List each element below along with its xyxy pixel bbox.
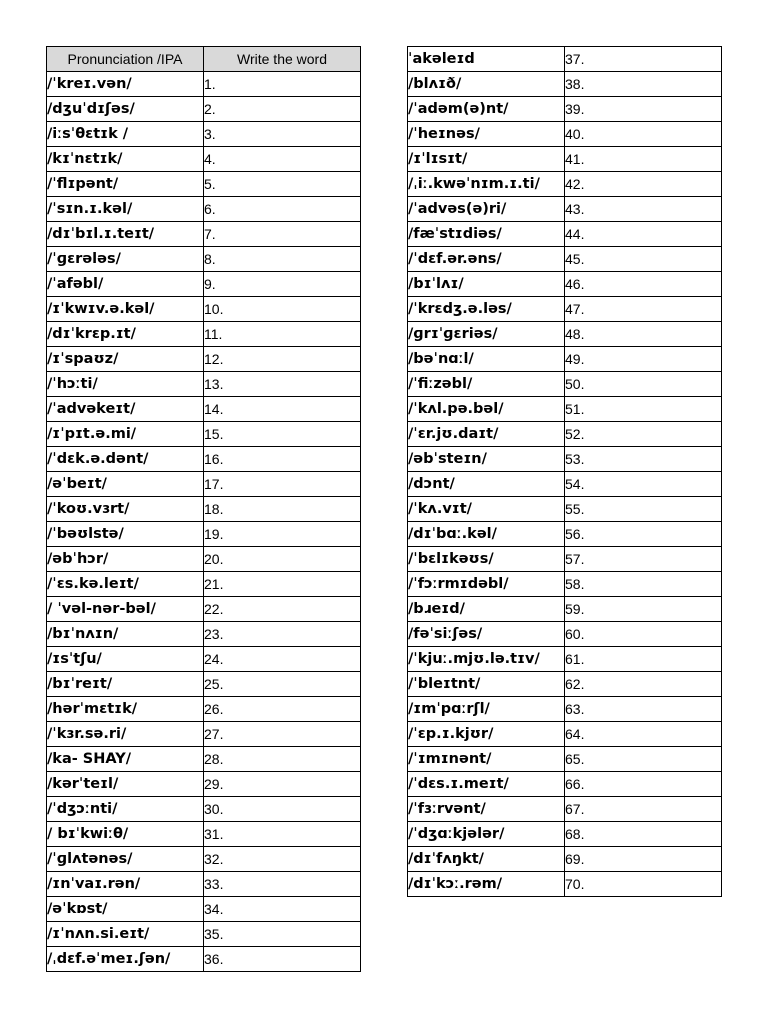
table-row bbox=[47, 772, 361, 797]
answer-cell[interactable]: 54. bbox=[565, 472, 722, 497]
ipa-cell: /ɪˈnʌn.si.eɪt/ bbox=[47, 922, 204, 947]
answer-cell[interactable]: 22. bbox=[204, 597, 361, 622]
answer-cell[interactable]: 28. bbox=[204, 747, 361, 772]
ipa-cell: /bɪˈlʌɪ/ bbox=[408, 272, 565, 297]
header-pronunciation: Pronunciation /IPA bbox=[47, 47, 204, 72]
table-row bbox=[408, 47, 722, 72]
ipa-cell: /ˈsɪn.ɪ.kəl/ bbox=[47, 197, 204, 222]
answer-cell[interactable]: 50. bbox=[565, 372, 722, 397]
answer-cell[interactable]: 6. bbox=[204, 197, 361, 222]
ipa-cell: /ˈkreɪ.vən/ bbox=[47, 72, 204, 97]
ipa-cell: /ɪˈkwɪv.ə.kəl/ bbox=[47, 297, 204, 322]
table-row bbox=[47, 822, 361, 847]
ipa-cell: /ɪˈpɪt.ə.mi/ bbox=[47, 422, 204, 447]
table-row bbox=[47, 147, 361, 172]
table-row bbox=[47, 872, 361, 897]
table-row bbox=[47, 72, 361, 97]
table-row bbox=[47, 122, 361, 147]
answer-cell[interactable]: 30. bbox=[204, 797, 361, 822]
answer-cell[interactable]: 31. bbox=[204, 822, 361, 847]
table-row bbox=[47, 172, 361, 197]
ipa-cell: /ˈafəbl/ bbox=[47, 272, 204, 297]
answer-cell[interactable]: 7. bbox=[204, 222, 361, 247]
table-row bbox=[408, 472, 722, 497]
answer-cell[interactable]: 15. bbox=[204, 422, 361, 447]
answer-cell[interactable]: 10. bbox=[204, 297, 361, 322]
ipa-cell: /ˈfɔːrmɪdəbl/ bbox=[408, 572, 565, 597]
answer-cell[interactable]: 24. bbox=[204, 647, 361, 672]
ipa-cell: /ˈhɔːti/ bbox=[47, 372, 204, 397]
table-row bbox=[408, 322, 722, 347]
ipa-cell: /dɪˈbɪl.ɪ.teɪt/ bbox=[47, 222, 204, 247]
answer-cell[interactable]: 16. bbox=[204, 447, 361, 472]
ipa-cell: /fæˈstɪdiəs/ bbox=[408, 222, 565, 247]
answer-cell[interactable]: 20. bbox=[204, 547, 361, 572]
table-row bbox=[47, 422, 361, 447]
answer-cell[interactable]: 5. bbox=[204, 172, 361, 197]
answer-cell[interactable]: 29. bbox=[204, 772, 361, 797]
table-row bbox=[408, 747, 722, 772]
ipa-cell: /bɪˈnʌɪn/ bbox=[47, 622, 204, 647]
ipa-cell: /bɪˈreɪt/ bbox=[47, 672, 204, 697]
ipa-cell: /ɪnˈvaɪ.rən/ bbox=[47, 872, 204, 897]
ipa-cell: /əˈkɒst/ bbox=[47, 897, 204, 922]
answer-cell[interactable]: 65. bbox=[565, 747, 722, 772]
ipa-cell: /ˈadəm(ə)nt/ bbox=[408, 97, 565, 122]
ipa-cell: /ka- SHAY/ bbox=[47, 747, 204, 772]
table-row bbox=[408, 422, 722, 447]
ipa-cell: /ˈdɛs.ɪ.meɪt/ bbox=[408, 772, 565, 797]
ipa-cell: /iːsˈθɛtɪk / bbox=[47, 122, 204, 147]
ipa-cell: /fəˈsiːʃəs/ bbox=[408, 622, 565, 647]
answer-cell[interactable]: 2. bbox=[204, 97, 361, 122]
table-row bbox=[47, 572, 361, 597]
ipa-cell: /ˈɪmɪnənt/ bbox=[408, 747, 565, 772]
ipa-cell: /kərˈteɪl/ bbox=[47, 772, 204, 797]
ipa-cell: /ˈkrɛdʒ.ə.ləs/ bbox=[408, 297, 565, 322]
table-row bbox=[47, 497, 361, 522]
table-row bbox=[408, 497, 722, 522]
ipa-cell: /ɪˈspaʊz/ bbox=[47, 347, 204, 372]
answer-cell[interactable]: 34. bbox=[204, 897, 361, 922]
answer-cell[interactable]: 52. bbox=[565, 422, 722, 447]
answer-cell[interactable]: 66. bbox=[565, 772, 722, 797]
answer-cell[interactable]: 17. bbox=[204, 472, 361, 497]
ipa-cell: /hərˈmɛtɪk/ bbox=[47, 697, 204, 722]
table-row bbox=[408, 372, 722, 397]
table-row bbox=[47, 722, 361, 747]
answer-cell[interactable]: 32. bbox=[204, 847, 361, 872]
answer-cell[interactable]: 21. bbox=[204, 572, 361, 597]
table-row bbox=[47, 797, 361, 822]
answer-cell[interactable]: 41. bbox=[565, 147, 722, 172]
table-row bbox=[408, 297, 722, 322]
ipa-cell: / bɪˈkwiːθ/ bbox=[47, 822, 204, 847]
table-row bbox=[47, 747, 361, 772]
ipa-cell: /kɪˈnɛtɪk/ bbox=[47, 147, 204, 172]
answer-cell[interactable]: 68. bbox=[565, 822, 722, 847]
answer-cell[interactable]: 13. bbox=[204, 372, 361, 397]
ipa-cell: /dʒuˈdɪʃəs/ bbox=[47, 97, 204, 122]
ipa-cell: /dɪˈfʌŋkt/ bbox=[408, 847, 565, 872]
answer-cell[interactable]: 58. bbox=[565, 572, 722, 597]
table-row bbox=[408, 147, 722, 172]
table-row bbox=[47, 922, 361, 947]
table-row bbox=[408, 272, 722, 297]
answer-cell[interactable]: 35. bbox=[204, 922, 361, 947]
ipa-cell: /ˈflɪpənt/ bbox=[47, 172, 204, 197]
answer-cell[interactable]: 38. bbox=[565, 72, 722, 97]
answer-cell[interactable]: 46. bbox=[565, 272, 722, 297]
answer-cell[interactable]: 47. bbox=[565, 297, 722, 322]
table-row bbox=[47, 897, 361, 922]
answer-cell[interactable]: 23. bbox=[204, 622, 361, 647]
answer-cell[interactable]: 8. bbox=[204, 247, 361, 272]
answer-cell[interactable]: 39. bbox=[565, 97, 722, 122]
table-row bbox=[47, 97, 361, 122]
table-row bbox=[408, 522, 722, 547]
answer-cell[interactable]: 61. bbox=[565, 647, 722, 672]
table-row bbox=[47, 247, 361, 272]
answer-cell[interactable]: 63. bbox=[565, 697, 722, 722]
table-row bbox=[408, 872, 722, 897]
answer-cell[interactable]: 55. bbox=[565, 497, 722, 522]
ipa-cell: /ˈheɪnəs/ bbox=[408, 122, 565, 147]
answer-cell[interactable]: 69. bbox=[565, 847, 722, 872]
ipa-cell: /ˈbleɪtnt/ bbox=[408, 672, 565, 697]
answer-cell[interactable]: 27. bbox=[204, 722, 361, 747]
ipa-cell: ˈakəleɪd bbox=[408, 47, 565, 72]
ipa-cell: /ˈdɛf.ər.əns/ bbox=[408, 247, 565, 272]
table-row bbox=[47, 372, 361, 397]
ipa-cell: /əbˈhɔr/ bbox=[47, 547, 204, 572]
answer-cell[interactable]: 49. bbox=[565, 347, 722, 372]
table-row bbox=[47, 297, 361, 322]
table-row bbox=[408, 72, 722, 97]
table-row bbox=[408, 547, 722, 572]
answer-cell[interactable]: 67. bbox=[565, 797, 722, 822]
answer-cell[interactable]: 37. bbox=[565, 47, 722, 72]
answer-cell[interactable]: 18. bbox=[204, 497, 361, 522]
ipa-cell: /ˈdʒɔːnti/ bbox=[47, 797, 204, 822]
table-row bbox=[408, 797, 722, 822]
table-row bbox=[408, 347, 722, 372]
answer-cell[interactable]: 62. bbox=[565, 672, 722, 697]
ipa-cell: /əbˈsteɪn/ bbox=[408, 447, 565, 472]
ipa-cell: /ˈkjuː.mjʊ.lə.tɪv/ bbox=[408, 647, 565, 672]
answer-cell[interactable]: 9. bbox=[204, 272, 361, 297]
table-row bbox=[47, 547, 361, 572]
ipa-cell: /dɔnt/ bbox=[408, 472, 565, 497]
answer-cell[interactable]: 25. bbox=[204, 672, 361, 697]
table-row bbox=[408, 847, 722, 872]
table-row bbox=[47, 672, 361, 697]
ipa-cell: /ˈbɛlɪkəʊs/ bbox=[408, 547, 565, 572]
answer-cell[interactable]: 33. bbox=[204, 872, 361, 897]
ipa-cell: /ɡrɪˈɡɛriəs/ bbox=[408, 322, 565, 347]
table-row bbox=[408, 247, 722, 272]
table-row bbox=[408, 622, 722, 647]
table-row bbox=[408, 447, 722, 472]
answer-cell[interactable]: 4. bbox=[204, 147, 361, 172]
table-header-row bbox=[47, 47, 361, 72]
ipa-cell: / ˈvəl-nər-bəl/ bbox=[47, 597, 204, 622]
answer-cell[interactable]: 42. bbox=[565, 172, 722, 197]
ipa-cell: /dɪˈbɑː.kəl/ bbox=[408, 522, 565, 547]
ipa-cell: /ɪmˈpɑːrʃl/ bbox=[408, 697, 565, 722]
table-row bbox=[408, 672, 722, 697]
table-row bbox=[47, 322, 361, 347]
table-row bbox=[408, 172, 722, 197]
answer-cell[interactable]: 14. bbox=[204, 397, 361, 422]
ipa-cell: /ˈkʌ.vɪt/ bbox=[408, 497, 565, 522]
table-row bbox=[408, 97, 722, 122]
answer-cell[interactable]: 59. bbox=[565, 597, 722, 622]
ipa-cell: /bɹeɪd/ bbox=[408, 597, 565, 622]
ipa-cell: /ˈbəʊlstə/ bbox=[47, 522, 204, 547]
table-row bbox=[47, 647, 361, 672]
table-row bbox=[47, 272, 361, 297]
ipa-cell: /ˈɛs.kə.leɪt/ bbox=[47, 572, 204, 597]
table-row bbox=[408, 722, 722, 747]
table-row bbox=[408, 197, 722, 222]
answer-cell[interactable]: 19. bbox=[204, 522, 361, 547]
answer-cell[interactable]: 70. bbox=[565, 872, 722, 897]
table-row bbox=[47, 397, 361, 422]
answer-cell[interactable]: 64. bbox=[565, 722, 722, 747]
ipa-cell: /ˈɡlʌtənəs/ bbox=[47, 847, 204, 872]
ipa-cell: /dɪˈkɔː.rəm/ bbox=[408, 872, 565, 897]
answer-cell[interactable]: 11. bbox=[204, 322, 361, 347]
table-row bbox=[47, 522, 361, 547]
table-row bbox=[47, 472, 361, 497]
table-row bbox=[408, 822, 722, 847]
table-row bbox=[47, 447, 361, 472]
ipa-cell: /ˈfɜːrvənt/ bbox=[408, 797, 565, 822]
answer-cell[interactable]: 36. bbox=[204, 947, 361, 972]
answer-cell[interactable]: 60. bbox=[565, 622, 722, 647]
ipa-cell: /ˈadvəs(ə)ri/ bbox=[408, 197, 565, 222]
table-row bbox=[408, 647, 722, 672]
table-row bbox=[47, 347, 361, 372]
table-row bbox=[408, 122, 722, 147]
answer-cell[interactable]: 56. bbox=[565, 522, 722, 547]
answer-cell[interactable]: 26. bbox=[204, 697, 361, 722]
answer-cell[interactable]: 51. bbox=[565, 397, 722, 422]
header-word: Write the word bbox=[204, 47, 361, 72]
ipa-cell: /dɪˈkrɛp.ɪt/ bbox=[47, 322, 204, 347]
ipa-cell: /ˈadvəkeɪt/ bbox=[47, 397, 204, 422]
answer-cell[interactable]: 45. bbox=[565, 247, 722, 272]
answer-cell[interactable]: 3. bbox=[204, 122, 361, 147]
ipa-cell: /ɪˈlɪsɪt/ bbox=[408, 147, 565, 172]
ipa-cell: /ˈdɛk.ə.dənt/ bbox=[47, 447, 204, 472]
table-row bbox=[47, 597, 361, 622]
ipa-cell: /ˈkʌl.pə.bəl/ bbox=[408, 397, 565, 422]
table-row bbox=[47, 847, 361, 872]
ipa-cell: /ˈɛr.jʊ.daɪt/ bbox=[408, 422, 565, 447]
answer-cell[interactable]: 12. bbox=[204, 347, 361, 372]
ipa-cell: /ˈkɜr.sə.ri/ bbox=[47, 722, 204, 747]
table-row bbox=[408, 572, 722, 597]
ipa-cell: /əˈbeɪt/ bbox=[47, 472, 204, 497]
table-row bbox=[408, 222, 722, 247]
ipa-cell: /ˌdɛf.əˈmeɪ.ʃən/ bbox=[47, 947, 204, 972]
answer-cell[interactable]: 48. bbox=[565, 322, 722, 347]
table-row bbox=[408, 597, 722, 622]
ipa-cell: /ˌiː.kwəˈnɪm.ɪ.ti/ bbox=[408, 172, 565, 197]
answer-cell[interactable]: 1. bbox=[204, 72, 361, 97]
table-row bbox=[47, 622, 361, 647]
ipa-cell: /ˈdʒɑːkjələr/ bbox=[408, 822, 565, 847]
table-row bbox=[408, 772, 722, 797]
ipa-cell: /ˈɛp.ɪ.kjʊr/ bbox=[408, 722, 565, 747]
table-row bbox=[47, 197, 361, 222]
ipa-cell: /ɪsˈtʃu/ bbox=[47, 647, 204, 672]
table-row bbox=[47, 947, 361, 972]
table-row bbox=[408, 697, 722, 722]
answer-cell[interactable]: 43. bbox=[565, 197, 722, 222]
pronunciation-table-left bbox=[46, 46, 361, 972]
ipa-cell: /blʌɪð/ bbox=[408, 72, 565, 97]
ipa-cell: /ˈɡɛrələs/ bbox=[47, 247, 204, 272]
pronunciation-table-right bbox=[407, 46, 722, 897]
answer-cell[interactable]: 44. bbox=[565, 222, 722, 247]
answer-cell[interactable]: 57. bbox=[565, 547, 722, 572]
answer-cell[interactable]: 40. bbox=[565, 122, 722, 147]
ipa-cell: /bəˈnɑːl/ bbox=[408, 347, 565, 372]
table-row bbox=[47, 222, 361, 247]
answer-cell[interactable]: 53. bbox=[565, 447, 722, 472]
ipa-cell: /ˈkoʊ.vɜrt/ bbox=[47, 497, 204, 522]
ipa-cell: /ˈfiːzəbl/ bbox=[408, 372, 565, 397]
table-row bbox=[47, 697, 361, 722]
table-row bbox=[408, 397, 722, 422]
